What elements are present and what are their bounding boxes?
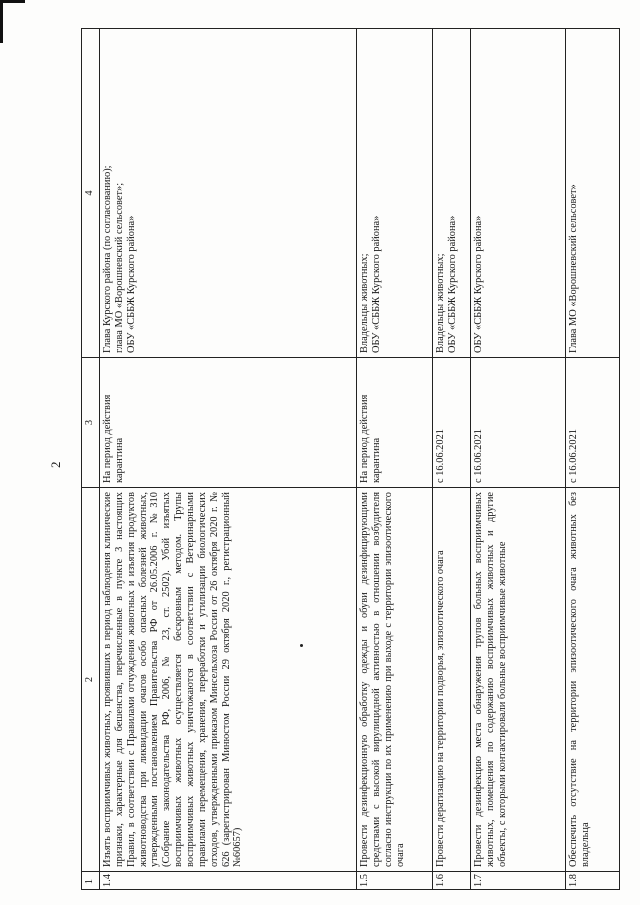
row-number: 1.6 [433, 871, 470, 890]
header-col-1: 1 [82, 871, 99, 890]
row-responsible [566, 29, 620, 357]
table-row [100, 29, 357, 890]
responsible-line: Глава МО «Ворошневский сельсовет» [568, 184, 579, 353]
row-action: Провести дератизацию на территории подворья, эпизоотического очага [433, 487, 470, 871]
header-col-2: 2 [82, 487, 99, 871]
row-responsible [433, 29, 470, 357]
row-period: с 16.06.2021 [433, 357, 470, 487]
row-number: 1.8 [566, 871, 620, 890]
responsible-line: Глава Курского района (по согласованию); [102, 165, 113, 353]
row-period: с 16.06.2021 [566, 357, 620, 487]
row-period: с 16.06.2021 [471, 357, 565, 487]
row-responsible [357, 29, 432, 357]
responsible-line: ОБУ «СББЖ Курского района» [125, 215, 137, 353]
table-row [566, 29, 620, 890]
row-number: 1.7 [471, 871, 565, 890]
responsible-line: ОБУ «СББЖ Курского района» [473, 215, 484, 353]
row-action: Провести дезинфекцию места обнаружения трупов больных восприимчивых животных, помещения по содержанию восприимчивых животных и другие объекты, с которыми контактировали больные восприимчивые животные [471, 487, 565, 871]
responsible-line: ОБУ «СББЖ Курского района» [370, 215, 382, 353]
row-action: Обеспечить отсутствие на территории эпизоотического очага животных без владельца [566, 487, 620, 871]
table-row [357, 29, 433, 890]
table-row [471, 29, 566, 890]
row-number: 1.4 [100, 871, 356, 890]
table-row [433, 29, 471, 890]
page-number: 2 [48, 461, 63, 468]
table-header-row [82, 29, 100, 890]
row-responsible [471, 29, 565, 357]
row-action: Провести дезинфекционную обработку одежды и обуви дезинфицирующими средствами с высокой вирулицидной активностью в отношении возбудителя согласно инструкции по их применению при выходе с территории эпизоотического очага [357, 487, 432, 871]
row-number: 1.5 [357, 871, 432, 890]
measures-table-frame [81, 28, 620, 890]
row-responsible [100, 29, 356, 357]
responsible-line: Владельцы животных; [435, 253, 446, 353]
responsible-line: Владельцы животных; [359, 253, 370, 353]
row-action: Изъять восприимчивых животных, проявивших в период наблюдения клинические признаки, характерные для бешенства, перечисленные в пункте 3 настоящих Правил, в соответствии с Правилами отчуждения животных и изъятия продуктов животноводства при ликвидации очагов особо опасных болезней животных, утвержденными постановлением Правительства РФ от 26.05.2006 г. №310 (Собрание законодательства РФ, 2006, № 23, ст. 2502). Убой изъятых восприимчивых животных осуществляется бескровным методом. Трупы восприимчивых животных уничтожаются в соответствии с Ветеринарными правилами перемещения, хранения, переработки и утилизации биологических отходов, утвержденными приказом Минсельхоза России от 26 октября 2020 г. № 626 (зарегистрирован Минюстом России 29 октября 2020 г., регистрационный №60657) [100, 487, 356, 871]
responsible-line: ОБУ «СББЖ Курского района» [446, 215, 458, 353]
row-period: На период действия карантина [100, 357, 356, 487]
measures-table [82, 29, 620, 890]
responsible-line: глава МО «Ворошневский сельсовет»; [113, 182, 125, 353]
scan-corner-mark [0, 0, 25, 43]
row-period: На период действия карантина [357, 357, 432, 487]
header-col-4: 4 [84, 190, 95, 196]
header-col-3: 3 [82, 357, 99, 487]
